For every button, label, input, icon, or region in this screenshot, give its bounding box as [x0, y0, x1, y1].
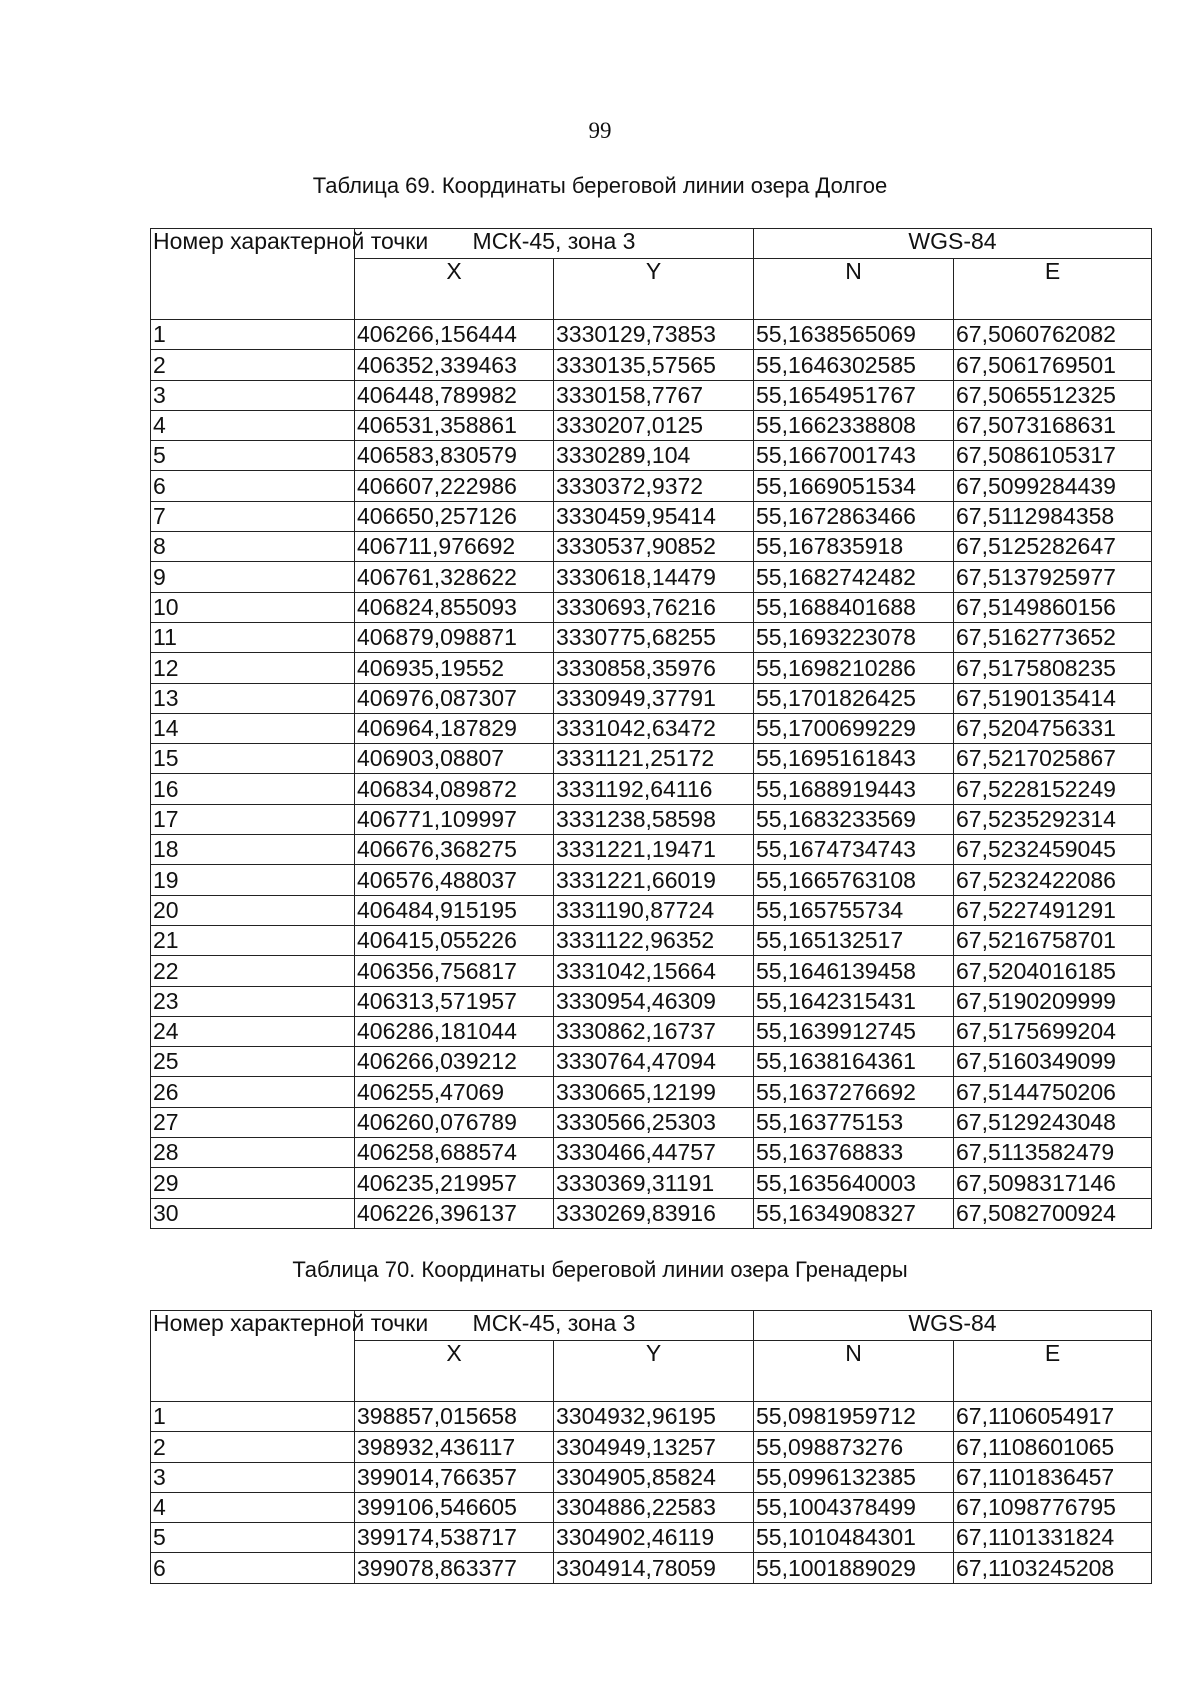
- point-number-cell: 21: [151, 925, 355, 955]
- point-number-cell: 2: [151, 1432, 355, 1462]
- n-cell: 55,1638164361: [754, 1047, 954, 1077]
- x-cell: 406607,222986: [355, 471, 554, 501]
- table-row: [151, 592, 1152, 622]
- point-number-cell: 26: [151, 1077, 355, 1107]
- table-row: [151, 1553, 1152, 1583]
- x-cell: 406935,19552: [355, 653, 554, 683]
- e-cell: 67,5175699204: [954, 1016, 1152, 1046]
- point-number-cell: 14: [151, 713, 355, 743]
- n-cell: 55,1004378499: [754, 1492, 954, 1522]
- x-column-header: X: [355, 1341, 554, 1402]
- wgs-84-header: WGS-84: [754, 1311, 1152, 1341]
- x-cell: 406352,339463: [355, 350, 554, 380]
- point-number-cell: 6: [151, 471, 355, 501]
- y-cell: 3330135,57565: [554, 350, 754, 380]
- x-cell: 406834,089872: [355, 774, 554, 804]
- n-cell: 55,1700699229: [754, 713, 954, 743]
- point-number-cell: 2: [151, 350, 355, 380]
- x-cell: 406235,219957: [355, 1168, 554, 1198]
- y-cell: 3331042,15664: [554, 956, 754, 986]
- e-cell: 67,1106054917: [954, 1402, 1152, 1432]
- n-cell: 55,1688919443: [754, 774, 954, 804]
- e-column-header: E: [954, 1341, 1152, 1402]
- y-cell: 3330466,44757: [554, 1138, 754, 1168]
- x-cell: 406266,039212: [355, 1047, 554, 1077]
- table-row: [151, 774, 1152, 804]
- y-cell: 3330372,9372: [554, 471, 754, 501]
- e-cell: 67,1098776795: [954, 1492, 1152, 1522]
- x-cell: 406313,571957: [355, 986, 554, 1016]
- n-cell: 55,1695161843: [754, 744, 954, 774]
- point-number-cell: 3: [151, 1462, 355, 1492]
- e-cell: 67,5216758701: [954, 925, 1152, 955]
- x-cell: 406771,109997: [355, 804, 554, 834]
- e-cell: 67,5232459045: [954, 835, 1152, 865]
- e-cell: 67,5190135414: [954, 683, 1152, 713]
- y-cell: 3330207,0125: [554, 410, 754, 440]
- table-row: [151, 986, 1152, 1016]
- n-cell: 55,1683233569: [754, 804, 954, 834]
- y-cell: 3330129,73853: [554, 320, 754, 350]
- e-cell: 67,1103245208: [954, 1553, 1152, 1583]
- x-cell: 406711,976692: [355, 532, 554, 562]
- point-number-cell: 6: [151, 1553, 355, 1583]
- point-number-cell: 30: [151, 1198, 355, 1228]
- e-cell: 67,5232422086: [954, 865, 1152, 895]
- point-number-cell: 17: [151, 804, 355, 834]
- n-cell: 55,1642315431: [754, 986, 954, 1016]
- page-number: 99: [588, 118, 612, 143]
- x-cell: 406266,156444: [355, 320, 554, 350]
- y-cell: 3330369,31191: [554, 1168, 754, 1198]
- table-70-caption: Таблица 70. Координаты береговой линии озера Гренадеры: [292, 1257, 908, 1282]
- x-cell: 406650,257126: [355, 501, 554, 531]
- n-cell: 55,163768833: [754, 1138, 954, 1168]
- y-cell: 3304905,85824: [554, 1462, 754, 1492]
- n-cell: 55,1669051534: [754, 471, 954, 501]
- point-number-cell: 12: [151, 653, 355, 683]
- n-cell: 55,167835918: [754, 532, 954, 562]
- e-cell: 67,5125282647: [954, 532, 1152, 562]
- e-cell: 67,5073168631: [954, 410, 1152, 440]
- y-cell: 3304949,13257: [554, 1432, 754, 1462]
- table-row: [151, 1077, 1152, 1107]
- point-number-cell: 15: [151, 744, 355, 774]
- x-cell: 406260,076789: [355, 1107, 554, 1137]
- x-cell: 399014,766357: [355, 1462, 554, 1492]
- table-row: [151, 895, 1152, 925]
- table-row: [151, 744, 1152, 774]
- table-row: [151, 1168, 1152, 1198]
- x-cell: 406824,855093: [355, 592, 554, 622]
- table-row: [151, 804, 1152, 834]
- x-cell: 399174,538717: [355, 1523, 554, 1553]
- n-cell: 55,1682742482: [754, 562, 954, 592]
- n-cell: 55,1693223078: [754, 622, 954, 652]
- e-cell: 67,1101836457: [954, 1462, 1152, 1492]
- y-cell: 3331221,19471: [554, 835, 754, 865]
- wgs-84-header: WGS-84: [754, 229, 1152, 259]
- e-cell: 67,5144750206: [954, 1077, 1152, 1107]
- y-cell: 3304902,46119: [554, 1523, 754, 1553]
- point-number-cell: 4: [151, 1492, 355, 1522]
- point-number-cell: 16: [151, 774, 355, 804]
- e-cell: 67,5204016185: [954, 956, 1152, 986]
- point-number-cell: 13: [151, 683, 355, 713]
- table-70-body: [151, 1402, 1152, 1584]
- y-cell: 3330459,95414: [554, 501, 754, 531]
- n-cell: 55,1667001743: [754, 441, 954, 471]
- x-cell: 406903,08807: [355, 744, 554, 774]
- n-cell: 55,1672863466: [754, 501, 954, 531]
- y-cell: 3330618,14479: [554, 562, 754, 592]
- point-number-cell: 1: [151, 320, 355, 350]
- point-number-cell: 20: [151, 895, 355, 925]
- n-cell: 55,165755734: [754, 895, 954, 925]
- x-column-header: X: [355, 259, 554, 320]
- y-column-header: Y: [554, 1341, 754, 1402]
- point-number-cell: 5: [151, 441, 355, 471]
- x-cell: 406879,098871: [355, 622, 554, 652]
- point-number-cell: 22: [151, 956, 355, 986]
- point-number-cell: 4: [151, 410, 355, 440]
- table-row: [151, 1402, 1152, 1432]
- e-cell: 67,5235292314: [954, 804, 1152, 834]
- table-row: [151, 1107, 1152, 1137]
- point-number-cell: 24: [151, 1016, 355, 1046]
- n-cell: 55,098873276: [754, 1432, 954, 1462]
- e-cell: 67,5061769501: [954, 350, 1152, 380]
- table-row: [151, 1523, 1152, 1553]
- table-row: [151, 835, 1152, 865]
- x-cell: 406286,181044: [355, 1016, 554, 1046]
- y-cell: 3331122,96352: [554, 925, 754, 955]
- msk-45-header: МСК-45, зона 3: [355, 1311, 754, 1341]
- n-cell: 55,1698210286: [754, 653, 954, 683]
- x-cell: 398857,015658: [355, 1402, 554, 1432]
- n-cell: 55,1646139458: [754, 956, 954, 986]
- x-cell: 406415,055226: [355, 925, 554, 955]
- table-row: [151, 865, 1152, 895]
- point-number-cell: 10: [151, 592, 355, 622]
- table-row: [151, 471, 1152, 501]
- x-cell: 406576,488037: [355, 865, 554, 895]
- x-cell: 398932,436117: [355, 1432, 554, 1462]
- e-cell: 67,5129243048: [954, 1107, 1152, 1137]
- point-number-cell: 3: [151, 380, 355, 410]
- table-row: [151, 622, 1152, 652]
- point-number-cell: 25: [151, 1047, 355, 1077]
- n-cell: 55,0981959712: [754, 1402, 954, 1432]
- table-row: [151, 562, 1152, 592]
- n-cell: 55,1674734743: [754, 835, 954, 865]
- table-row: [151, 350, 1152, 380]
- point-number-header: Номер характерной точки: [151, 229, 355, 320]
- y-cell: 3330665,12199: [554, 1077, 754, 1107]
- table-row: [151, 320, 1152, 350]
- point-number-cell: 23: [151, 986, 355, 1016]
- table-row: [151, 1047, 1152, 1077]
- x-cell: 406761,328622: [355, 562, 554, 592]
- y-cell: 3331042,63472: [554, 713, 754, 743]
- n-cell: 55,1635640003: [754, 1168, 954, 1198]
- x-cell: 406226,396137: [355, 1198, 554, 1228]
- e-cell: 67,5175808235: [954, 653, 1152, 683]
- msk-45-header: МСК-45, зона 3: [355, 229, 754, 259]
- n-column-header: N: [754, 1341, 954, 1402]
- x-cell: 406964,187829: [355, 713, 554, 743]
- n-cell: 55,1638565069: [754, 320, 954, 350]
- point-number-cell: 27: [151, 1107, 355, 1137]
- e-cell: 67,5082700924: [954, 1198, 1152, 1228]
- e-column-header: E: [954, 259, 1152, 320]
- table-row: [151, 1198, 1152, 1228]
- table-69-caption: Таблица 69. Координаты береговой линии озера Долгое: [312, 173, 888, 198]
- y-cell: 3331238,58598: [554, 804, 754, 834]
- point-number-cell: 1: [151, 1402, 355, 1432]
- n-cell: 55,1001889029: [754, 1553, 954, 1583]
- y-cell: 3331221,66019: [554, 865, 754, 895]
- n-cell: 55,1701826425: [754, 683, 954, 713]
- table-69-body: [151, 320, 1152, 1229]
- x-cell: 406255,47069: [355, 1077, 554, 1107]
- e-cell: 67,5065512325: [954, 380, 1152, 410]
- y-cell: 3330764,47094: [554, 1047, 754, 1077]
- x-cell: 406448,789982: [355, 380, 554, 410]
- y-cell: 3304914,78059: [554, 1553, 754, 1583]
- point-number-cell: 8: [151, 532, 355, 562]
- y-cell: 3330954,46309: [554, 986, 754, 1016]
- table-row: [151, 1432, 1152, 1462]
- n-cell: 55,1010484301: [754, 1523, 954, 1553]
- y-cell: 3330949,37791: [554, 683, 754, 713]
- x-cell: 406484,915195: [355, 895, 554, 925]
- point-number-cell: 18: [151, 835, 355, 865]
- y-cell: 3330775,68255: [554, 622, 754, 652]
- n-cell: 55,1654951767: [754, 380, 954, 410]
- point-number-cell: 11: [151, 622, 355, 652]
- y-cell: 3304886,22583: [554, 1492, 754, 1522]
- y-column-header: Y: [554, 259, 754, 320]
- table-row: [151, 1016, 1152, 1046]
- point-number-cell: 7: [151, 501, 355, 531]
- y-cell: 3331192,64116: [554, 774, 754, 804]
- table-70-coordinates: [150, 1310, 1152, 1584]
- table-row: [151, 925, 1152, 955]
- e-cell: 67,5098317146: [954, 1168, 1152, 1198]
- y-cell: 3331121,25172: [554, 744, 754, 774]
- y-cell: 3330269,83916: [554, 1198, 754, 1228]
- e-cell: 67,5162773652: [954, 622, 1152, 652]
- n-cell: 55,0996132385: [754, 1462, 954, 1492]
- table-row: [151, 1138, 1152, 1168]
- e-cell: 67,5217025867: [954, 744, 1152, 774]
- y-cell: 3304932,96195: [554, 1402, 754, 1432]
- table-row: [151, 713, 1152, 743]
- table-row: [151, 1492, 1152, 1522]
- x-cell: 406531,358861: [355, 410, 554, 440]
- x-cell: 399078,863377: [355, 1553, 554, 1583]
- e-cell: 67,5204756331: [954, 713, 1152, 743]
- table-row: [151, 653, 1152, 683]
- table-row: [151, 501, 1152, 531]
- table-row: [151, 683, 1152, 713]
- n-cell: 55,165132517: [754, 925, 954, 955]
- y-cell: 3330537,90852: [554, 532, 754, 562]
- table-row: [151, 441, 1152, 471]
- e-cell: 67,5149860156: [954, 592, 1152, 622]
- point-number-cell: 9: [151, 562, 355, 592]
- n-cell: 55,1637276692: [754, 1077, 954, 1107]
- e-cell: 67,5099284439: [954, 471, 1152, 501]
- n-cell: 55,1639912745: [754, 1016, 954, 1046]
- y-cell: 3331190,87724: [554, 895, 754, 925]
- y-cell: 3330289,104: [554, 441, 754, 471]
- table-row: [151, 956, 1152, 986]
- e-cell: 67,1108601065: [954, 1432, 1152, 1462]
- point-number-header: Номер характерной точки: [151, 1311, 355, 1402]
- y-cell: 3330862,16737: [554, 1016, 754, 1046]
- n-cell: 55,1662338808: [754, 410, 954, 440]
- point-number-cell: 29: [151, 1168, 355, 1198]
- e-cell: 67,5113582479: [954, 1138, 1152, 1168]
- x-cell: 406976,087307: [355, 683, 554, 713]
- table-69-coordinates: [150, 228, 1152, 1229]
- e-cell: 67,5060762082: [954, 320, 1152, 350]
- e-cell: 67,5086105317: [954, 441, 1152, 471]
- n-cell: 55,163775153: [754, 1107, 954, 1137]
- y-cell: 3330858,35976: [554, 653, 754, 683]
- e-cell: 67,5228152249: [954, 774, 1152, 804]
- x-cell: 406258,688574: [355, 1138, 554, 1168]
- x-cell: 406356,756817: [355, 956, 554, 986]
- e-cell: 67,5190209999: [954, 986, 1152, 1016]
- point-number-cell: 28: [151, 1138, 355, 1168]
- x-cell: 406676,368275: [355, 835, 554, 865]
- n-column-header: N: [754, 259, 954, 320]
- n-cell: 55,1665763108: [754, 865, 954, 895]
- n-cell: 55,1634908327: [754, 1198, 954, 1228]
- x-cell: 406583,830579: [355, 441, 554, 471]
- table-row: [151, 532, 1152, 562]
- e-cell: 67,5112984358: [954, 501, 1152, 531]
- y-cell: 3330693,76216: [554, 592, 754, 622]
- table-row: [151, 410, 1152, 440]
- e-cell: 67,1101331824: [954, 1523, 1152, 1553]
- table-row: [151, 380, 1152, 410]
- e-cell: 67,5137925977: [954, 562, 1152, 592]
- n-cell: 55,1646302585: [754, 350, 954, 380]
- y-cell: 3330158,7767: [554, 380, 754, 410]
- e-cell: 67,5160349099: [954, 1047, 1152, 1077]
- table-row: [151, 1462, 1152, 1492]
- e-cell: 67,5227491291: [954, 895, 1152, 925]
- point-number-cell: 5: [151, 1523, 355, 1553]
- point-number-cell: 19: [151, 865, 355, 895]
- x-cell: 399106,546605: [355, 1492, 554, 1522]
- y-cell: 3330566,25303: [554, 1107, 754, 1137]
- n-cell: 55,1688401688: [754, 592, 954, 622]
